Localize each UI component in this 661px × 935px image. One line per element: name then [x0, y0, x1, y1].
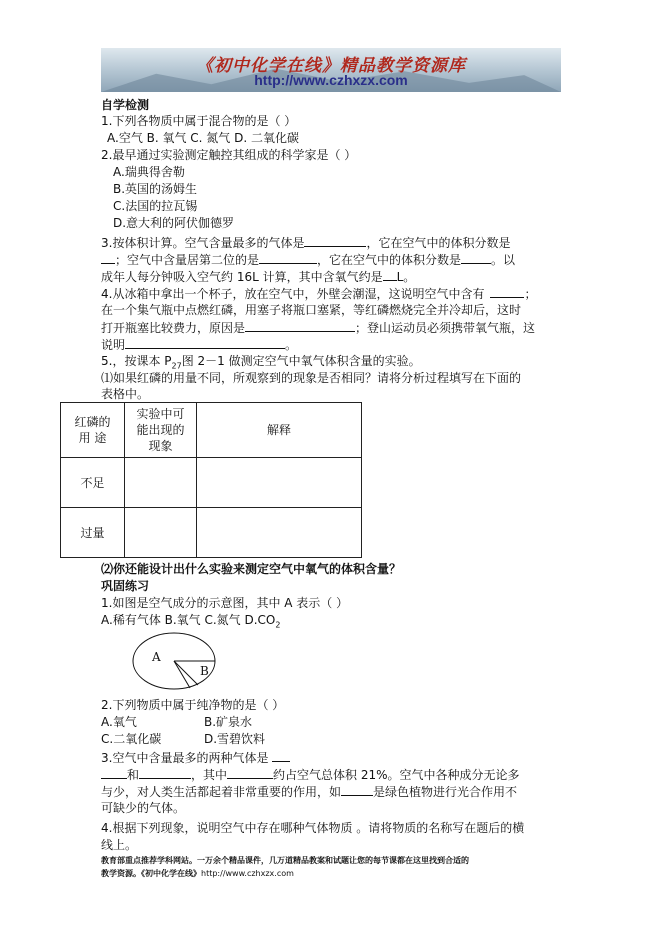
- practice-q2-text: 2.下列物质中属于纯净物的是（ ）: [101, 698, 285, 712]
- q2-option-b: B.英国的汤姆生: [113, 182, 198, 196]
- q5-line1-part1: 5.，按课本 P: [101, 354, 172, 368]
- practice-q3-blank-4[interactable]: [227, 766, 273, 779]
- table-row-excess-label: 过量: [61, 508, 125, 558]
- practice-q3-line2-part2: ，其中: [191, 768, 228, 782]
- q4-line4-part1: 说明: [101, 338, 126, 352]
- pie-label-a: A: [152, 650, 161, 664]
- q4-blank-3[interactable]: [125, 336, 285, 349]
- q5-page-subscript: 27: [171, 361, 182, 371]
- q3-line2-part2: ，它在空气中的体积分数是: [317, 253, 462, 267]
- q3-line1: [101, 234, 510, 251]
- practice-q3-line4: 可缺少的气体。: [101, 801, 186, 815]
- q3-line3-part2: L。: [396, 270, 416, 284]
- practice-q1-subscript: 2: [275, 620, 281, 630]
- table-row-insufficient-label: 不足: [61, 458, 125, 508]
- practice-q3-line3-part1: 与少，对人类生活都起着非常重要的作用，如: [101, 785, 342, 799]
- air-composition-pie-diagram: [130, 630, 220, 692]
- practice-q3-blank-3[interactable]: [139, 766, 191, 779]
- banner-url[interactable]: http://www.czhxzx.com: [254, 72, 408, 88]
- q3-blank-3[interactable]: [259, 251, 317, 264]
- practice-q4-line1: 4.根据下列现象，说明空气中存在哪种气体物质 。请将物质的名称写在题后的横: [101, 821, 525, 835]
- practice-q3-line2: [101, 766, 520, 783]
- q3-blank-5[interactable]: [383, 268, 397, 281]
- header-banner: [101, 48, 561, 92]
- q2-option-c: C.法国的拉瓦锡: [113, 199, 198, 213]
- q3-line3-part1: 成年人每分钟吸入空气约 16L 计算，其中含氧气约是: [101, 270, 383, 284]
- table-cell-insufficient-explanation[interactable]: [197, 458, 362, 508]
- practice-q1-text: 1.如图是空气成分的示意图，其中 A 表示（ ）: [101, 596, 349, 610]
- table-header-use: [61, 403, 125, 458]
- q2-option-d: D.意大利的阿伏伽德罗: [113, 216, 235, 230]
- practice-q3-line3-part2: 是绿色植物进行光合作用不: [373, 785, 518, 799]
- q4-line1-part2: ；: [524, 287, 537, 301]
- q4-line2: 在一个集气瓶中点燃红磷，用塞子将瓶口塞紧，等红磷燃烧完全并冷却后，这时: [101, 303, 522, 317]
- table-header-explanation: 解释: [197, 403, 362, 458]
- practice-q2-option-c: C.二氧化碳: [101, 732, 162, 746]
- q1-text: 1.下列各物质中属于混合物的是（ ）: [101, 114, 297, 128]
- table-header-phenomenon-line2: 能出现的: [136, 423, 185, 437]
- practice-q4-line2: 线上。: [101, 838, 138, 852]
- q3-blank-2[interactable]: [101, 251, 115, 264]
- practice-q1-options-text: A.稀有气体 B.氧气 C.氮气 D.CO: [101, 613, 276, 627]
- practice-q2-option-b: B.矿泉水: [204, 715, 253, 729]
- q4-blank-1[interactable]: [490, 285, 524, 298]
- section-heading-practice: 巩固练习: [101, 579, 150, 593]
- table-cell-insufficient-phenomenon[interactable]: [125, 458, 197, 508]
- q3-blank-1[interactable]: [304, 234, 366, 247]
- table-cell-excess-explanation[interactable]: [197, 508, 362, 558]
- practice-q3-line2-part3: 约占空气总体积 21%。空气中各种成分无论多: [273, 768, 520, 782]
- q4-line3-part2: ；登山运动员必须携带氧气瓶，这: [355, 321, 536, 335]
- practice-q3-line3: [101, 783, 517, 800]
- q5-part2: ⑵你还能设计出什么实验来测定空气中氧气的体积含量？: [101, 562, 402, 576]
- q3-line2-part1: ；空气中含量居第二位的是: [115, 253, 260, 267]
- q3-line2-part3: 。以: [491, 253, 516, 267]
- footer-line1: 教育部重点推荐学科网站。一万余个精品课件，几万道精品教案和试题让您的每节课都在这里找到合适的: [101, 856, 469, 865]
- practice-q3-line2-part1: 和: [127, 768, 140, 782]
- section-heading-self-test: 自学检测: [101, 98, 150, 112]
- q3-line1-part2: ，它在空气中的体积分数是: [366, 236, 511, 250]
- q5-line1-part2: 图 2－1 做测定空气中氧气体积含量的实验。: [181, 354, 421, 368]
- practice-q3-line1: [101, 749, 290, 766]
- q4-line4-part2: 。: [285, 338, 298, 352]
- q4-blank-2[interactable]: [245, 319, 355, 332]
- practice-q3-blank-5[interactable]: [341, 783, 373, 796]
- q4-line3-part1: 打开瓶塞比较费力，原因是: [101, 321, 246, 335]
- footer-site-name: 教学资源。《初中化学在线》: [101, 869, 201, 878]
- footer-line2: [101, 868, 294, 880]
- practice-q3-line1-text: 3.空气中含量最多的两种气体是: [101, 751, 269, 765]
- practice-q2-option-a: A.氧气: [101, 715, 137, 729]
- q5-part1-line1: ⑴如果红磷的用量不同，所观察到的现象是否相同？请将分析过程填写在下面的: [101, 371, 522, 385]
- q3-blank-4[interactable]: [461, 251, 491, 264]
- q5-part1-line2: 表格中。: [101, 387, 150, 401]
- practice-q3-blank-2[interactable]: [101, 766, 127, 779]
- q2-text: 2.最早通过实验测定触控其组成的科学家是（ ）: [101, 148, 357, 162]
- table-header-phenomenon-line1: 实验中可: [136, 407, 185, 421]
- q3-line1-part1: 3.按体积计算。空气含量最多的气体是: [101, 236, 305, 250]
- q4-line1: [101, 285, 536, 302]
- q4-line3: [101, 319, 535, 336]
- table-header-use-line2: 用 途: [78, 431, 107, 445]
- pie-label-b: B: [200, 664, 209, 678]
- q3-line3: [101, 268, 415, 285]
- banner-title: 《初中化学在线》精品教学资源库: [196, 56, 466, 76]
- table-header-use-line1: 红磷的: [74, 415, 111, 429]
- q4-line4: [101, 336, 297, 353]
- table-header-phenomenon: [125, 403, 197, 458]
- practice-q2-option-d: D.雪碧饮料: [204, 732, 266, 746]
- table-header-phenomenon-line3: 现象: [148, 439, 173, 453]
- q2-option-a: A.瑞典得舍勒: [113, 165, 185, 179]
- table-cell-excess-phenomenon[interactable]: [125, 508, 197, 558]
- q1-options: A.空气 B. 氧气 C. 氮气 D. 二氧化碳: [107, 131, 299, 145]
- experiment-table: [60, 402, 362, 558]
- q3-line2: [101, 251, 515, 268]
- q4-line1-part1: 4.从冰箱中拿出一个杯子，放在空气中，外壁会潮湿，这说明空气中含有: [101, 287, 485, 301]
- practice-q3-blank-1[interactable]: [272, 749, 290, 762]
- footer-link[interactable]: http://www.czhxzx.com: [201, 869, 294, 878]
